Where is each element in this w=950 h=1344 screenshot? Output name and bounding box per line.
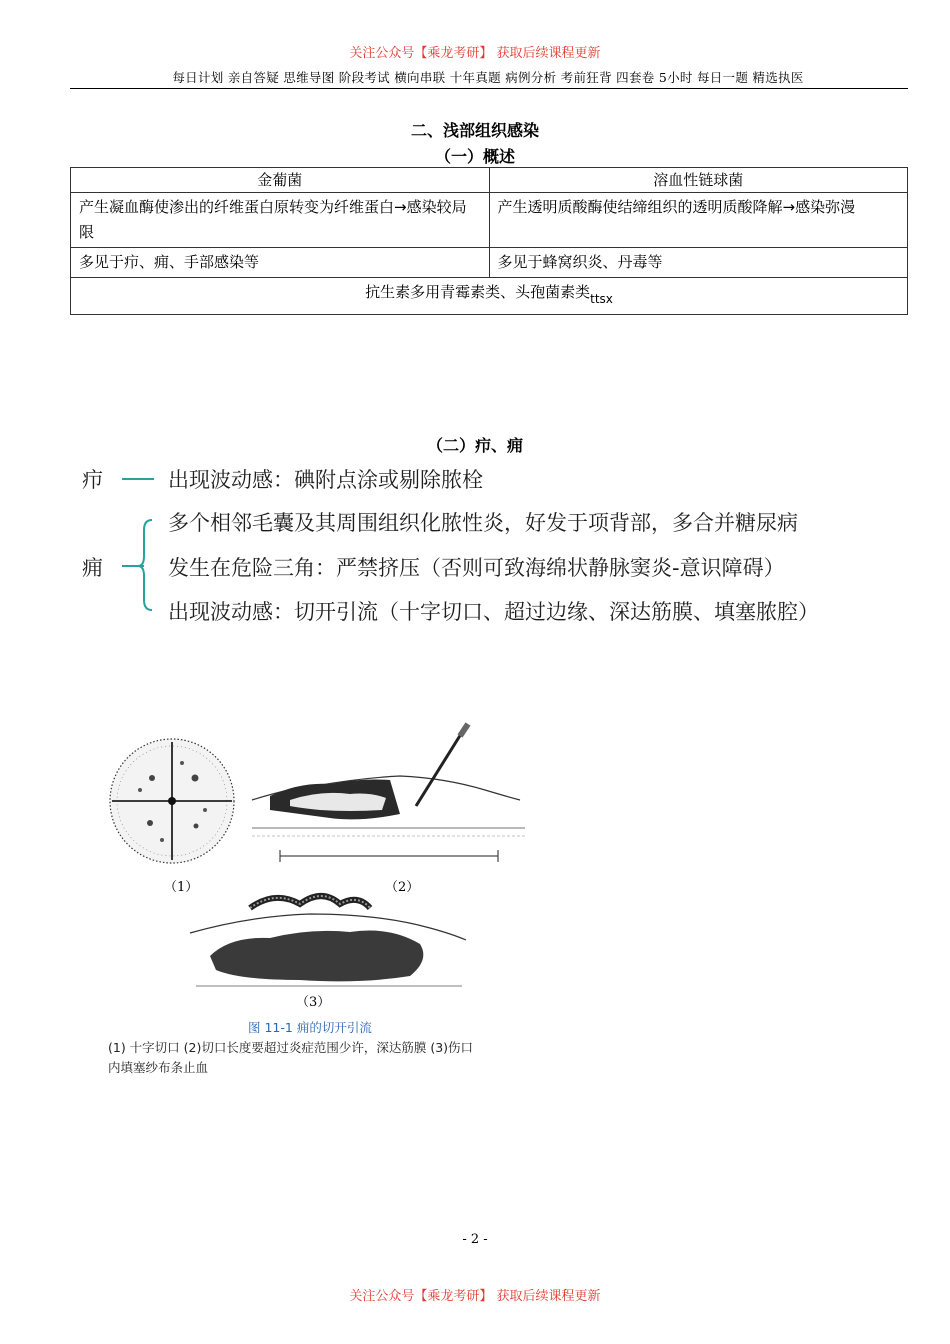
table-header-cell: 金葡菌 <box>71 168 490 193</box>
table-footer-cell <box>71 278 908 315</box>
mindmap-jie-text: 出现波动感：碘附点涂或剔除脓栓 <box>168 468 483 492</box>
figure-caption-line-2: 内填塞纱布条止血 <box>108 1060 209 1075</box>
comparison-table <box>70 167 908 315</box>
table-cell: 多见于蜂窝织炎、丹毒等 <box>489 248 908 278</box>
panel-2-incision-length <box>252 724 525 862</box>
section-title: 二、浅部组织感染 <box>410 121 539 140</box>
mindmap-yong-item-2: 发生在危险三角：严禁挤压（否则可致海绵状静脉窦炎-意识障碍） <box>168 556 785 580</box>
mindmap-connector-line <box>122 478 154 480</box>
header-divider <box>70 88 908 89</box>
table-row <box>71 248 908 278</box>
figure-caption-line-1: (1) 十字切口 (2)切口长度要超过炎症范围少许，深达筋膜 (3)伤口 <box>108 1040 474 1055</box>
table-cell: 多见于疖、痈、手部感染等 <box>71 248 490 278</box>
table-row <box>71 278 908 315</box>
figure-panel-label-3: （3） <box>296 995 331 1010</box>
subsection-title: （二）疖、痈 <box>426 436 523 455</box>
table-row <box>71 193 908 248</box>
header-nav-strip: 每日计划 亲自答疑 思维导图 阶段考试 横向串联 十年真题 病例分析 考前狂背 四套卷 5小时 每日一题 精选执医 <box>172 70 804 85</box>
mindmap-jie-label: 疖 <box>82 468 103 492</box>
antibiotic-note: 抗生素多用青霉素类、头孢菌素类 <box>365 283 591 301</box>
mindmap-yong-item-1: 多个相邻毛囊及其周围组织化脓性炎，好发于项背部，多合并糖尿病 <box>168 511 798 535</box>
table-header-cell: 溶血性链球菌 <box>489 168 908 193</box>
table-header-row <box>71 168 908 193</box>
antibiotic-note-tag: ttsx <box>590 292 613 306</box>
table-cell: 产生凝血酶使渗出的纤维蛋白原转变为纤维蛋白→感染较局限 <box>71 193 490 248</box>
mindmap-brace <box>118 514 162 614</box>
overview-title: （一）概述 <box>434 147 515 166</box>
page-number: - 2 - <box>462 1232 488 1247</box>
table-cell: 产生透明质酸酶使结缔组织的透明质酸降解→感染弥漫 <box>489 193 908 248</box>
carbuncle-incision-illustration <box>100 718 540 1018</box>
panel-1-cross-incision <box>110 739 234 863</box>
panel-3-gauze-packing <box>190 896 466 986</box>
mindmap-yong-label: 痈 <box>82 556 103 580</box>
figure-panel-label-2: （2） <box>385 880 420 895</box>
footer-promo: 关注公众号【乘龙考研】 获取后续课程更新 <box>349 1289 601 1304</box>
header-promo: 关注公众号【乘龙考研】 获取后续课程更新 <box>349 46 601 61</box>
figure-caption-title: 图 11-1 痈的切开引流 <box>248 1020 372 1035</box>
mindmap-yong-item-3: 出现波动感：切开引流（十字切口、超过边缘、深达筋膜、填塞脓腔） <box>168 600 819 624</box>
figure-panel-label-1: （1） <box>164 880 199 895</box>
